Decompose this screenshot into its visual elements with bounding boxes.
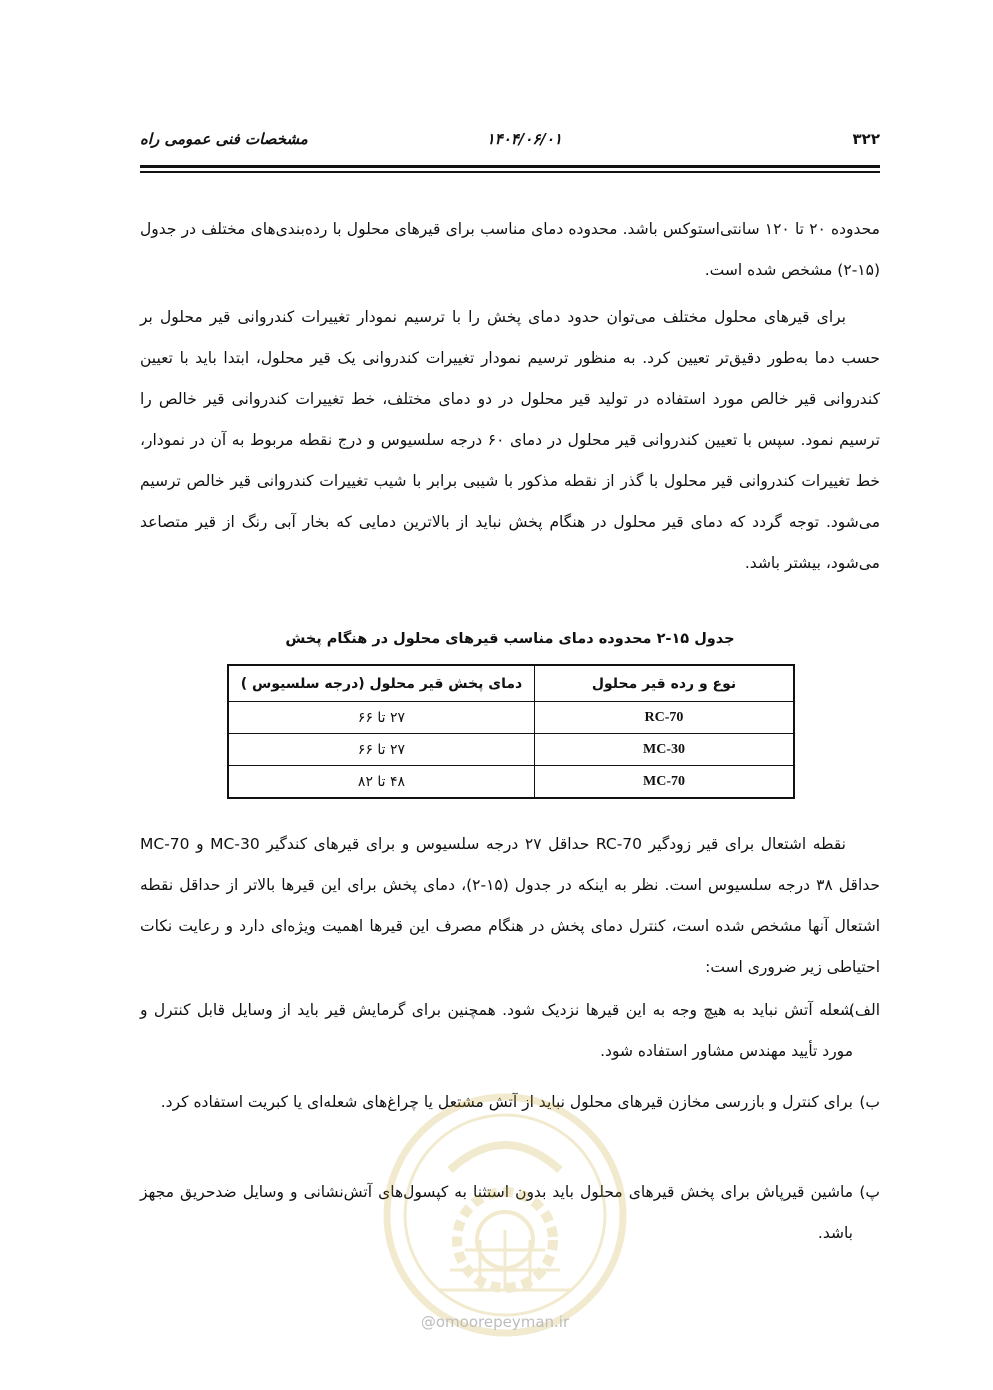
paragraph-3: نقطه اشتعال برای قیر زودگیر RC-70 حداقل ۲۷ درجه سلسیوس و برای قیرهای کندگیر MC-30 و MC-70 حداقل ۳۸ درجه سلسیوس است. نظر به اینکه در جدول (۱۵-۲)، دمای پخش برای این قیرها بالاتر از حداقل نقطه اشتعال آنها مشخص شده است، کنترل دمای پخش در هنگام مصرف این قیرها اهمیت ویژه‌ای دارد و رعایت نکات احتیاطی زیر ضروری است: xyxy=(140,835,880,976)
table-cell-type: RC-70 xyxy=(535,702,795,734)
header-date: ۱۴۰۴/۰۶/۰۱ xyxy=(486,130,562,148)
list-item xyxy=(140,990,880,1072)
header-title: مشخصات فنی عمومی راه xyxy=(140,130,308,148)
table-row xyxy=(228,766,794,799)
list-item-label: ب) xyxy=(859,1093,880,1111)
table-cell-temperature: ۲۷ تا ۶۶ xyxy=(228,702,535,734)
table-row xyxy=(228,734,794,766)
table-cell-type: MC-70 xyxy=(535,766,795,799)
table-cell-temperature: ۲۷ تا ۶۶ xyxy=(228,734,535,766)
paragraph-1: محدوده ۲۰ تا ۱۲۰ سانتی‌استوکس باشد. محدوده دمای مناسب برای قیرهای محلول با رده‌بندی‌های مختلف در جدول (۱۵-۲) مشخص شده است. xyxy=(140,220,880,279)
list-item-label: پ) xyxy=(859,1183,880,1201)
list-item-text: شعله آتش نباید به هیچ وجه به این قیرها نزدیک شود. همچنین برای گرمایش قیر باید از وسایل قابل کنترل و مورد تأیید مهندس مشاور استفاده شود. xyxy=(140,1001,853,1060)
table-header-type: نوع و رده قیر محلول xyxy=(535,665,795,702)
paragraph-2: برای قیرهای محلول مختلف می‌توان حدود دمای پخش را با ترسیم نمودار تغییرات کندروانی قیر محلول بر حسب دما به‌طور دقیق‌تر تعیین کرد. به منظور ترسیم نمودار تغییرات کندروانی یک قیر محلول، ابتدا باید با تعیین کندروانی قیر خالص مورد استفاده در تولید قیر محلول در دو دمای مختلف، خط تغییرات کندروانی قیر خالص را ترسیم نمود. سپس با تعیین کندروانی قیر محلول در دمای ۶۰ درجه سلسیوس و درج نقطه مربوط به آن در نمودار، خط تغییرات کندروانی قیر محلول با گذر از نقطه مذکور با شیبی برابر با شیب تغییرات کندروانی قیر خالص ترسیم می‌شود. توجه گردد که دمای قیر محلول در هنگام پخش نباید از بالاترین دمایی که بخار آبی رنگ از قیر متصاعد می‌شود، بیشتر باشد. xyxy=(140,308,880,572)
header-rule-thick xyxy=(140,165,880,168)
temperature-table xyxy=(227,664,795,799)
watermark-logo-icon xyxy=(380,1090,630,1340)
page-header xyxy=(140,126,880,156)
table-caption: جدول ۱۵-۲ محدوده دمای مناسب قیرهای محلول در هنگام پخش xyxy=(285,631,735,647)
table-header-temperature: دمای پخش قیر محلول (درجه سلسیوس ) xyxy=(228,665,535,702)
table-row xyxy=(228,702,794,734)
table-cell-temperature: ۴۸ تا ۸۲ xyxy=(228,766,535,799)
watermark-text: @omoorepeyman.ir xyxy=(420,1313,570,1331)
list-item-label: الف) xyxy=(848,1001,880,1019)
list-item-text: برای کنترل و بازرسی مخازن قیرهای محلول نباید از آتش مشتعل یا چراغ‌های شعله‌ای یا کبریت استفاده کرد. xyxy=(160,1093,853,1111)
header-rule-thin xyxy=(140,171,880,173)
table-header-row xyxy=(228,665,794,702)
page-number: ۳۲۲ xyxy=(852,130,880,148)
list-item-text: ماشین قیرپاش برای پخش قیرهای محلول باید بدون استثنا به کپسول‌های آتش‌نشانی و وسایل ضدحریق مجهز باشد. xyxy=(140,1183,853,1242)
table-cell-type: MC-30 xyxy=(535,734,795,766)
